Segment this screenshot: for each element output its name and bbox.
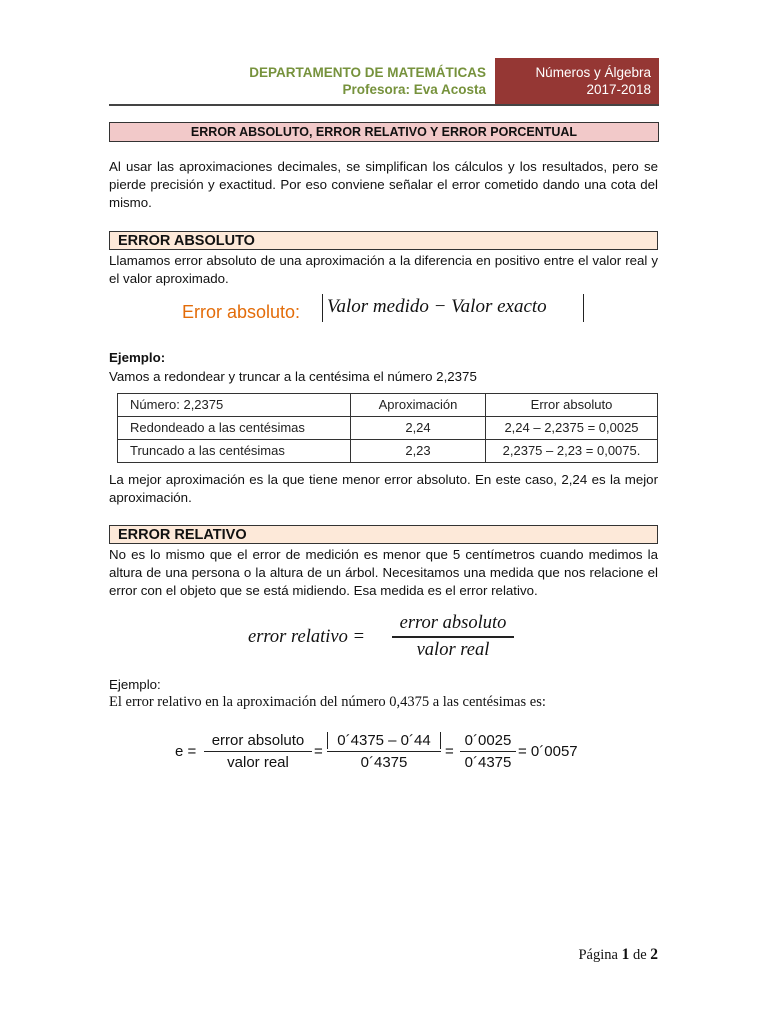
header-divider — [109, 104, 659, 106]
absolute-error-definition: Llamamos error absoluto de una aproximación a la diferencia en positivo entre el valor real y el valor aproximado. — [109, 253, 658, 286]
header-left-block — [109, 58, 492, 104]
fraction-bar — [392, 636, 514, 638]
table-header-cell: Error absoluto — [486, 394, 658, 417]
teacher-name: Profesora: Eva Acosta — [342, 82, 486, 97]
document-title: ERROR ABSOLUTO, ERROR RELATIVO Y ERROR PORCENTUAL — [109, 122, 659, 142]
formula-expression: Valor medido − Valor exacto — [327, 296, 547, 317]
topic-label: Números y Álgebra — [535, 65, 651, 80]
table-cell: 2,24 – 2,2375 = 0,0025 — [486, 417, 658, 440]
relative-error-definition: No es lo mismo que el error de medición es menor que 5 centímetros cuando medimos la altura de una persona o la altura de un árbol. Necesitamos una medida que nos relacione el error con el objeto que se está midiendo. Esa medida es el error relativo. — [109, 547, 658, 598]
formula-fraction — [392, 613, 514, 661]
table-header-cell: Número: 2,2375 — [118, 394, 351, 417]
example-text: El error relativo en la aproximación del número 0,4375 a las centésimas es: — [109, 694, 546, 710]
formula-denominator: valor real — [416, 639, 490, 660]
calc-equals: = — [445, 743, 454, 760]
intro-paragraph: Al usar las aproximaciones decimales, se simplifican los cálculos y los resultados, pero se pierde precisión y exactitud. Por eso conviene señalar el error cometido dando una cota del mismo. — [109, 159, 658, 210]
calc-fraction-1 — [204, 732, 312, 771]
calc-fraction-numerator: error absoluto — [211, 732, 305, 749]
formula-numerator: error absoluto — [399, 613, 507, 633]
example-label: Ejemplo: — [109, 350, 166, 365]
calc-fraction-3 — [460, 732, 516, 771]
calc-lhs: e = — [175, 743, 197, 760]
formula-abs-bars — [322, 294, 584, 322]
table-cell: Truncado a las centésimas — [118, 440, 351, 463]
footer-total-pages: 2 — [650, 946, 658, 963]
approximation-table — [117, 393, 658, 463]
formula-label: Error absoluto: — [182, 302, 301, 322]
calc-fraction-numerator: 0´0025 — [464, 732, 512, 749]
example-label: Ejemplo: — [109, 677, 161, 692]
section-heading-absolute-error: ERROR ABSOLUTO — [109, 231, 658, 250]
table-header-row — [118, 394, 658, 417]
calc-result: = 0´0057 — [518, 743, 578, 760]
formula-lhs: error relativo = — [248, 627, 365, 647]
table-cell: 2,24 — [351, 417, 486, 440]
table-cell: Redondeado a las centésimas — [118, 417, 351, 440]
table-cell: 2,23 — [351, 440, 486, 463]
fraction-bar — [204, 751, 312, 752]
fraction-bar — [327, 751, 441, 752]
fraction-bar — [460, 751, 516, 752]
table-header-cell: Aproximación — [351, 394, 486, 417]
footer-middle: de — [629, 947, 651, 963]
calc-fraction-2 — [327, 732, 441, 771]
page-header — [109, 58, 659, 104]
footer-prefix: Página — [578, 947, 622, 963]
table-row — [118, 417, 658, 440]
footer-page-number: 1 — [621, 946, 630, 963]
table-cell: 2,2375 – 2,23 = 0,0075. — [486, 440, 658, 463]
table-row — [118, 440, 658, 463]
calc-equals: = — [314, 743, 323, 760]
calc-fraction-denominator: 0´4375 — [360, 754, 408, 772]
department-name: DEPARTAMENTO DE MATEMÁTICAS — [249, 65, 486, 80]
example-text: Vamos a redondear y truncar a la centésima el número 2,2375 — [109, 369, 477, 384]
section-heading-relative-error: ERROR RELATIVO — [109, 525, 658, 544]
calc-fraction-denominator: valor real — [227, 754, 289, 772]
page-footer — [578, 946, 658, 964]
calc-fraction-denominator: 0´4375 — [464, 754, 512, 772]
calc-fraction-numerator: 0´4375 – 0´44 — [327, 732, 441, 749]
header-topic-box — [495, 58, 659, 104]
absolute-error-conclusion: La mejor aproximación es la que tiene menor error absoluto. En este caso, 2,24 es la mejor aproximación. — [109, 472, 658, 505]
year-label: 2017-2018 — [586, 82, 651, 97]
